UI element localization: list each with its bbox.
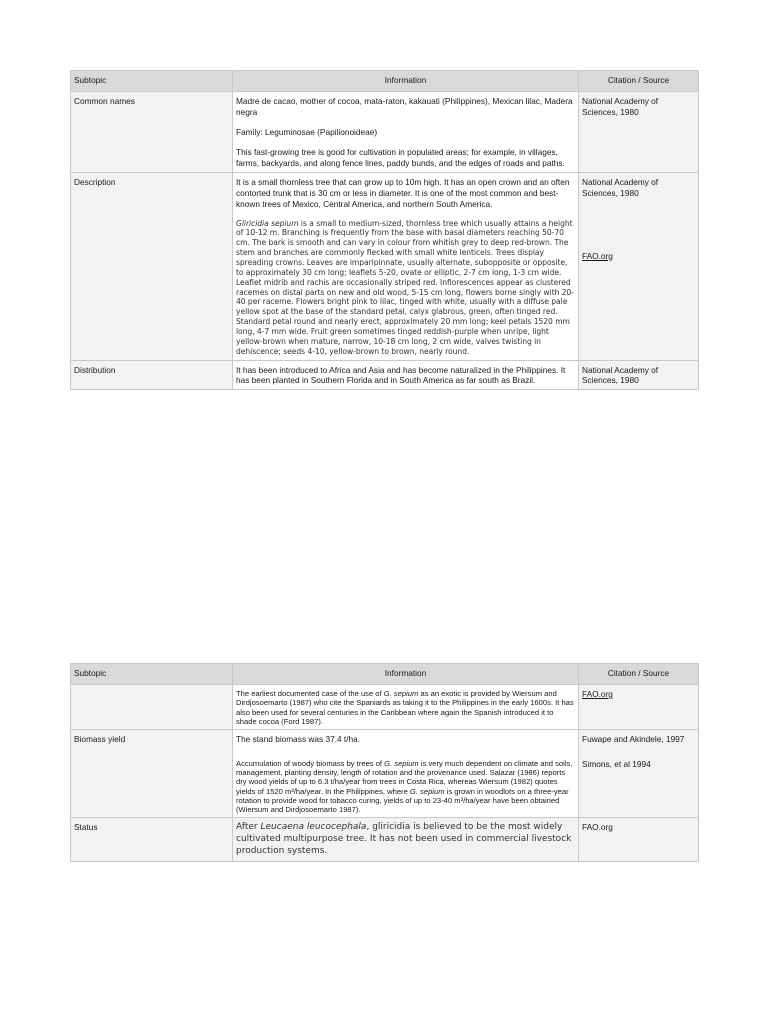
description-detail: Gliricidia sepium is a small to medium-sized, thornless tree which usually attains a height of 10-12 m. Branching is frequently from the base with basal diameters reaching 50-70 cm. The bark is smooth and can vary in colour from whitish grey to deep red-brown. The stem and branches are commonly flecked with small white lenticels. Trees display spreading crowns. Leaves are imparipinnate, usually alternate, subopposite or opposite, to approximately 30 cm long; leaflets 5-20, ovate or elliptic, 2-7 cm long, 1-3 cm wide. Leaflet midrib and rachis are occasionally striped red. Inflorescences appear as clustered racemes on distal parts on new and old wood, 5-15 cm long, flowers borne singly with 20-40 per raceme. Flowers bright pink to lilac, tinged with white, usually with a diffuse pale yellow spot at the base of the standard petal, calyx glabrous, green, often tinged red. Standard petal round and nearly erect, approximately 20 mm long; keel petals 1520 mm long, 4-7 mm wide. Fruit green sometimes tinged reddish-purple when unripe, light yellow-brown when mature, narrow, 10-18 cm long, 2 cm wide, valves twisting in dehiscence; seeds 4-10, yellow-brown to brown, nearly round.: [236, 218, 574, 356]
cultivation-text: This fast-growing tree is good for cultivation in populated areas; for example, in villages, farms, backyards, and along fence lines, paddy bunds, and the edges of roads and paths.: [236, 146, 565, 168]
header-information: Information: [233, 664, 579, 685]
subtopic-cell: [71, 685, 233, 730]
info-table-1: [70, 70, 699, 390]
source-fuwape: Fuwape and Akindele, 1997: [582, 734, 685, 744]
subtopic-cell: Common names: [71, 92, 233, 173]
header-subtopic: Subtopic: [71, 71, 233, 92]
source-cell: National Academy of Sciences, 1980: [579, 360, 699, 390]
source-nas: National Academy of Sciences, 1980: [582, 176, 659, 198]
row-description: [71, 172, 699, 360]
subtopic-cell: Biomass yield: [71, 730, 233, 818]
info-table-2: [70, 663, 699, 862]
header-source: Citation / Source: [579, 71, 699, 92]
information-cell: [233, 92, 579, 173]
information-cell: The earliest documented case of the use of G. sepium as an exotic is provided by Wiersum and Dirdjosoemarto (1987) who cite the Spaniards as taking it to the Philippines in the early 1600s. It has also been used for several centuries in the Caribbean where again the Spanish introduced it to shade cocoa (Ford 1987).: [233, 685, 579, 730]
source-cell: [579, 172, 699, 360]
subtopic-cell: Distribution: [71, 360, 233, 390]
row-common-names: [71, 92, 699, 173]
stand-biomass-text: The stand biomass was 37.4 t/ha.: [236, 734, 361, 744]
source-cell: [579, 685, 699, 730]
row-distribution: [71, 360, 699, 390]
species-name: Gliricidia sepium: [236, 218, 299, 228]
header-information: Information: [233, 71, 579, 92]
description-summary: It is a small thornless tree that can grow up to 10m high. It has an open crown and an often contorted trunk that is 30 cm or less in diameter. It is one of the most common and best-known trees of Mexico, Central America, and northern South America.: [236, 176, 570, 209]
row-biomass-yield: [71, 730, 699, 818]
table-header-row: [71, 664, 699, 685]
header-subtopic: Subtopic: [71, 664, 233, 685]
source-fao-link[interactable]: FAO.org: [582, 689, 613, 699]
subtopic-cell: Description: [71, 172, 233, 360]
row-status: [71, 818, 699, 861]
subtopic-cell: Status: [71, 818, 233, 861]
source-fao-link[interactable]: FAO.org: [582, 250, 613, 261]
source-simons: Simons, et al 1994: [582, 758, 651, 769]
biomass-detail-text: Accumulation of woody biomass by trees of G. sepium is very much dependent on climate and soils, management, planting density, length of rotation and the provenance used. Salazar (1986) reports dry wood yields of up to 6.3 t/ha/year from trees in Costa Rica, whereas Wiersum (1982) quotes yields of 1520 m³/ha/year. In the Philippines, where G. sepium is grown in woodlots on a three-year rotation to provide wood for tobacco curing, yields of up to 23-40 m³/ha/year have been obtained (Wiersum and Dirdjosoemarto 1987).: [236, 758, 573, 815]
common-names-text: Madre de cacao, mother of cocoa, mata-raton, kakauati (Philippines), Mexican lilac, Madera negra: [236, 96, 573, 117]
information-cell: After Leucaena leucocephala, gliricidia is believed to be the most widely cultivated multipurpose tree. It has not been used in commercial livestock production systems.: [233, 818, 579, 861]
family-text: Family: Leguminosae (Papilionoideae): [236, 126, 378, 137]
information-cell: [233, 172, 579, 360]
source-cell: FAO.org: [579, 818, 699, 861]
table-header-row: [71, 71, 699, 92]
header-source: Citation / Source: [579, 664, 699, 685]
information-cell: [233, 730, 579, 818]
source-cell: National Academy of Sciences, 1980: [579, 92, 699, 173]
row-history: [71, 685, 699, 730]
source-cell: [579, 730, 699, 818]
information-cell: It has been introduced to Africa and Asia and has become naturalized in the Philippines. It has been planted in Southern Florida and in South America as far south as Brazil.: [233, 360, 579, 390]
